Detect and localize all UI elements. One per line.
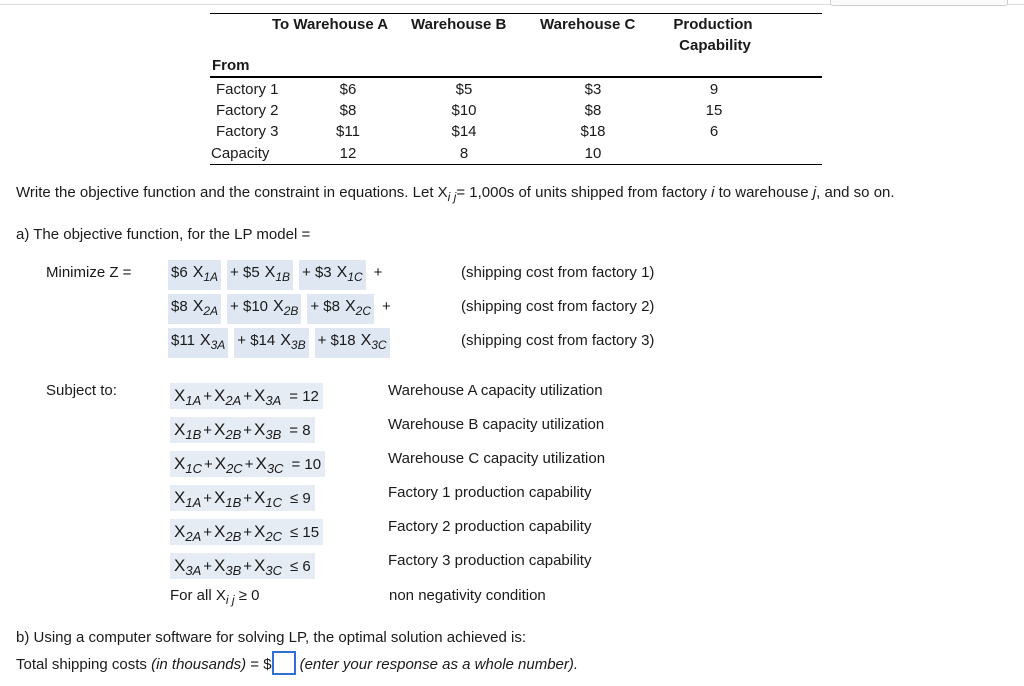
constraint-desc-6: Factory 3 production capability (388, 552, 592, 569)
term-variable: X (280, 332, 291, 349)
plus-sign: + (203, 456, 213, 473)
table-top-rule (210, 13, 822, 14)
objective-line-note-1: (shipping cost from factory 1) (461, 264, 655, 281)
constraint-desc-4: Factory 1 production capability (388, 484, 592, 501)
plus-sign: + (243, 558, 253, 575)
total-cost-dollar: = $ (246, 656, 272, 673)
constraint-variable: X (254, 386, 266, 405)
constraint-6 (170, 553, 315, 579)
constraint-variable: X (254, 522, 266, 541)
constraint-variable: X (174, 488, 186, 507)
term-subscript: 2B (283, 304, 299, 318)
objective-line-2 (168, 294, 391, 320)
minimize-label: Minimize Z = (46, 264, 132, 281)
objective-term (234, 328, 308, 358)
cell-factory-1-b: $5 (455, 81, 473, 98)
constraint-variable: X (214, 488, 226, 507)
term-variable: X (360, 332, 372, 349)
constraint-variable: X (255, 454, 267, 473)
constraint-variable: X (174, 420, 186, 439)
for-all-sub: i j (225, 593, 235, 607)
constraint-subscript: 3B (225, 563, 242, 578)
total-cost-hint: (enter your response as a whole number). (299, 656, 579, 673)
constraint-1 (170, 383, 323, 409)
constraint-relation: = 12 (289, 388, 319, 405)
plus-sign: + (203, 422, 213, 439)
term-variable: X (192, 264, 204, 281)
total-cost-pre: Total shipping costs (16, 656, 152, 673)
objective-term (227, 294, 301, 324)
term-variable: X (199, 332, 211, 349)
table-bottom-rule (210, 164, 822, 165)
constraint-3 (170, 451, 325, 477)
cell-factory-2-c: $8 (584, 102, 602, 119)
cell-factory-2-a: $8 (339, 102, 357, 119)
constraint-relation: ≤ 6 (290, 558, 311, 575)
term-coefficient: + $5 (230, 264, 260, 281)
constraint-subscript: 3A (265, 393, 282, 408)
constraint-variable: X (254, 420, 266, 439)
objective-line-tail: + (373, 264, 383, 281)
cell-factory-3-cap: 6 (709, 123, 719, 140)
constraint-subscript: 1B (225, 495, 242, 510)
constraint-subscript: 2A (225, 393, 242, 408)
term-subscript: 1C (347, 270, 363, 284)
cell-factory-2-b: $10 (451, 102, 477, 119)
total-cost-line (16, 651, 578, 675)
objective-term (168, 260, 221, 290)
total-cost-answer-input[interactable] (272, 651, 296, 675)
plus-sign: + (203, 490, 213, 507)
subject-to-label: Subject to: (46, 382, 117, 399)
constraint-variable: X (214, 556, 226, 575)
row-label-factory-2: Factory 2 (216, 102, 279, 119)
for-all-post: ≥ 0 (238, 587, 260, 604)
plus-sign: + (243, 422, 253, 439)
constraint-desc-5: Factory 2 production capability (388, 518, 592, 535)
constraint-subscript: 1A (185, 393, 202, 408)
term-subscript: 2A (203, 304, 219, 318)
term-subscript: 1A (203, 270, 219, 284)
constraint-subscript: 1B (185, 427, 202, 442)
constraint-4 (170, 485, 315, 511)
constraint-variable: X (254, 556, 266, 575)
constraint-variable: X (214, 522, 226, 541)
term-subscript: 3A (210, 338, 226, 352)
constraint-variable: X (254, 488, 266, 507)
term-subscript: 3C (371, 338, 387, 352)
objective-line-note-2: (shipping cost from factory 2) (461, 298, 655, 315)
plus-sign: + (243, 388, 253, 405)
constraint-subscript: 3C (265, 563, 282, 578)
plus-sign: + (243, 524, 253, 541)
constraint-subscript: 1C (265, 495, 282, 510)
instruction-mid: = 1,000s of units shipped from factory (456, 184, 712, 201)
objective-line-note-3: (shipping cost from factory 3) (461, 332, 655, 349)
instruction-mid2: to warehouse (714, 184, 813, 201)
cell-factory-3-c: $18 (580, 123, 606, 140)
plus-sign: + (243, 490, 253, 507)
term-subscript: 2C (355, 304, 372, 318)
constraint-relation: ≤ 9 (290, 490, 311, 507)
objective-line-tail: + (382, 298, 391, 315)
constraint-relation: = 10 (291, 456, 322, 473)
term-coefficient: + $8 (310, 298, 340, 315)
constraint-subscript: 1A (185, 495, 202, 510)
constraint-subscript: 2B (225, 427, 242, 442)
header-production: Production (673, 16, 753, 33)
constraint-subscript: 2C (265, 529, 282, 544)
constraint-desc-2: Warehouse B capacity utilization (388, 416, 605, 433)
header-warehouse-b: Warehouse B (411, 16, 507, 33)
cell-factory-1-a: $6 (339, 81, 357, 98)
constraint-variable: X (174, 522, 186, 541)
constraint-2 (170, 417, 315, 443)
cell-factory-1-c: $3 (584, 81, 602, 98)
for-all-pre: For all X (170, 587, 226, 604)
constraint-subscript: 3A (185, 563, 202, 578)
instruction-post: , and so on. (816, 184, 895, 201)
objective-term (307, 294, 374, 324)
constraint-5 (170, 519, 323, 545)
capacity-c: 10 (584, 145, 602, 162)
term-subscript: 3B (290, 338, 306, 352)
capacity-a: 12 (339, 145, 357, 162)
row-label-factory-1: Factory 1 (216, 81, 279, 98)
plus-sign: + (203, 558, 213, 575)
constraint-subscript: 2A (185, 529, 202, 544)
term-subscript: 1B (275, 270, 291, 284)
constraint-desc-1: Warehouse A capacity utilization (388, 382, 603, 399)
constraint-subscript: 2C (226, 461, 243, 476)
term-variable: X (345, 298, 356, 315)
constraint-variable: X (174, 386, 186, 405)
constraint-subscript: 3B (265, 427, 282, 442)
constraint-relation: ≤ 15 (290, 524, 320, 541)
instruction-text (16, 184, 895, 204)
constraint-subscript: 2B (225, 529, 242, 544)
term-coefficient: + $3 (302, 264, 332, 281)
objective-term (299, 260, 366, 290)
instruction-j: j (812, 184, 817, 201)
constraint-variable: X (174, 454, 186, 473)
constraint-variable: X (214, 454, 227, 473)
header-warehouse-c: Warehouse C (540, 16, 636, 33)
objective-line-1 (168, 260, 382, 286)
term-coefficient: $11 (171, 332, 195, 349)
term-coefficient: $6 (171, 264, 188, 281)
part-b-label: b) Using a computer software for solving LP, the optimal solution achieved is: (16, 629, 526, 646)
top-toolbar-edge (830, 0, 1008, 6)
from-label: From (212, 57, 250, 74)
plus-sign: + (203, 388, 213, 405)
constraint-subscript: 3C (266, 461, 284, 476)
plus-sign: + (244, 456, 254, 473)
cell-factory-3-a: $11 (336, 123, 360, 140)
part-a-label: a) The objective function, for the LP model = (16, 226, 311, 243)
capacity-b: 8 (459, 145, 469, 162)
term-coefficient: + $14 (237, 332, 276, 349)
cell-factory-1-cap: 9 (709, 81, 719, 98)
instruction-pre: Write the objective function and the constraint in equations. Let X (16, 184, 448, 201)
row-label-factory-3: Factory 3 (216, 123, 279, 140)
header-capability: Capability (679, 37, 751, 54)
term-coefficient: $8 (171, 298, 188, 315)
table-header-rule (210, 76, 822, 78)
constraint-variable: X (214, 386, 226, 405)
term-variable: X (273, 298, 284, 315)
term-variable: X (336, 264, 348, 281)
objective-term (227, 260, 293, 290)
term-coefficient: + $10 (230, 298, 269, 315)
instruction-i: i (711, 184, 715, 201)
header-warehouse-a: To Warehouse A (272, 16, 389, 33)
total-cost-thousands: (in thousands) (151, 656, 247, 673)
objective-term (168, 294, 221, 324)
constraint-subscript: 1C (185, 461, 202, 476)
capacity-label: Capacity (211, 145, 270, 162)
term-variable: X (192, 298, 204, 315)
cell-factory-3-b: $14 (451, 123, 477, 140)
instruction-sub: i j (447, 190, 457, 204)
objective-line-3 (168, 328, 398, 354)
plus-sign: + (203, 524, 213, 541)
objective-term (168, 328, 228, 358)
term-coefficient: + $18 (317, 332, 356, 349)
constraint-variable: X (214, 420, 226, 439)
constraint-desc-3: Warehouse C capacity utilization (388, 450, 606, 467)
non-negativity-desc: non negativity condition (389, 587, 546, 604)
term-variable: X (264, 264, 276, 281)
constraint-relation: = 8 (289, 422, 311, 439)
objective-term (315, 328, 390, 358)
cell-factory-2-cap: 15 (705, 102, 723, 119)
for-all-expression (170, 587, 259, 607)
constraint-variable: X (174, 556, 186, 575)
